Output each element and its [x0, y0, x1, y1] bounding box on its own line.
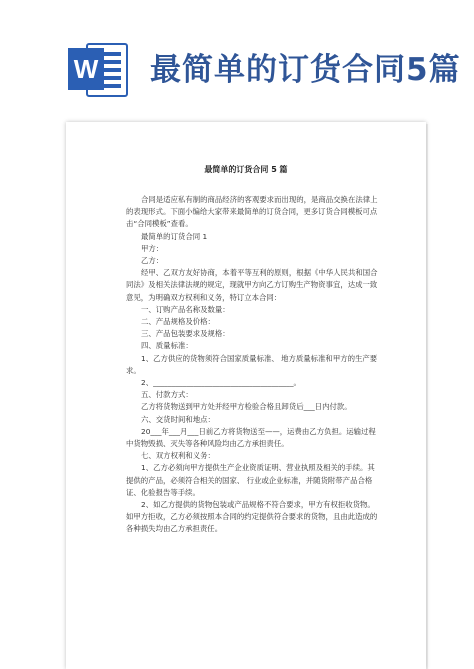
paragraph: 最简单的订货合同 1 [141, 231, 208, 241]
paragraph: 2、如乙方提供的货物包装或产品规格不符合要求，甲方有权拒收货物。 如甲方拒收，乙方必须按照本合同的约定提供符合要求的货物，且由此造成的各种损失均由乙方承担责任。 [126, 500, 378, 534]
paragraph: 合同是适应私有制的商品经济的客观要求而出现的，是商品交换在法律上的表现形式。下面小编给大家带来最简单的订货合同，更多订货合同模板可点击“合同模板”查看。 [126, 195, 378, 229]
word-doc-icon [68, 40, 130, 98]
paragraph: 五、付款方式： [141, 390, 193, 400]
paragraph: 六、交货时间和地点： [141, 414, 215, 424]
paragraph: 1、乙方必须向甲方提供生产企业资质证明、营业执照及相关的手续。其提供的产品，必须符合相关的国家、 行业或企业标准，并随货附带产品合格证、化验报告等手续。 [126, 463, 375, 497]
header-banner [0, 0, 474, 118]
paragraph: 2、______________________________________。 [141, 378, 301, 388]
paragraph: 甲方： [141, 243, 164, 253]
word-badge: W [68, 48, 104, 90]
paragraph: 二、产品规格及价格： [141, 317, 215, 327]
paragraph: 1、乙方供应的货物须符合国家质量标准、 地方质量标准和甲方的生产要求。 [126, 353, 378, 375]
paragraph: 三、产品包装要求及规格： [141, 329, 230, 339]
paragraph: 一、订购产品名称及数量： [141, 304, 230, 314]
document-body [126, 194, 378, 536]
paragraph: 20___年___月___日前乙方将货物送至——，运费由乙方负担。运输过程中货物毁损、灭失等各种风险均由乙方承担责任。 [126, 426, 376, 449]
paragraph: 七、双方权利和义务： [141, 451, 215, 461]
paragraph: 乙方将货物送到甲方处并经甲方检验合格且卸货后___日内付款。 [141, 402, 352, 412]
paragraph: 乙方： [141, 256, 164, 266]
document-title: 最简单的订货合同 5 篇 [204, 165, 288, 174]
document-page [66, 122, 426, 669]
paragraph: 经甲、乙双方友好协商，本着平等互利的原则，根据《中华人民共和国合同法》及相关法律法规的规定，现就甲方向乙方订购生产物资事宜，达成一致意见，为明确双方权利和义务，特订立本合同： [126, 268, 378, 302]
paragraph: 四、质量标准： [141, 341, 193, 351]
banner-title: 最简单的订货合同5篇 [150, 52, 461, 88]
